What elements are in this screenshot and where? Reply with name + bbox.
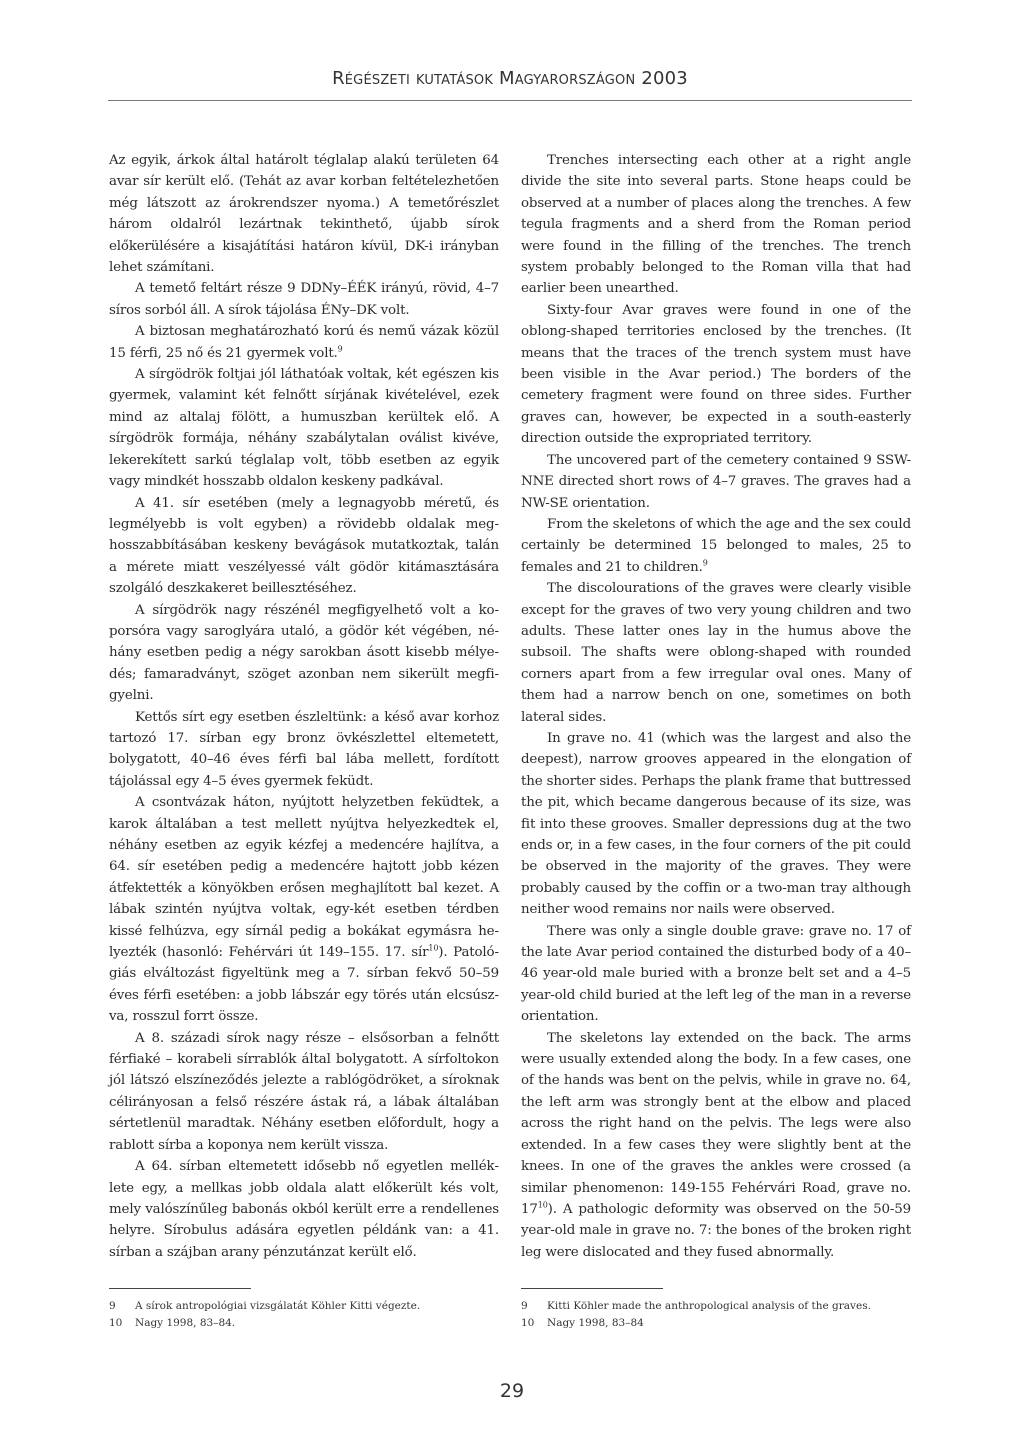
paragraph	[521, 514, 911, 578]
paragraph	[109, 792, 499, 1027]
footnote-ref[interactable]: 9	[337, 344, 343, 354]
footnote	[521, 1315, 911, 1332]
paragraph-text: ). Patológiás elváltozást figyeltünk meg a 7. sírban fekvő 50–59 éves férfi esetében: a jobb lábszár egy törés után elcsúszva, rosszul forrt össze.	[109, 945, 499, 1025]
paragraph: A temető feltárt része 9 DDNy–ÉÉK irányú, rövid, 4–7 síros sorból áll. A sírok tájolása ÉNy–DK volt.	[109, 281, 499, 318]
paragraph-text: A biztosan meghatározható korú és nemű vázak közül 15 férfi, 25 nő és 21 gyermek volt.	[109, 324, 499, 361]
footnote	[109, 1298, 499, 1315]
paragraph	[109, 321, 499, 364]
footnote-ref[interactable]: 9	[702, 558, 708, 568]
footnote-rule	[109, 1288, 251, 1289]
footnotes-english	[521, 1298, 911, 1332]
paragraph: The uncovered part of the cemetery contained 9 SSW-NNE directed short rows of 4–7 graves. The graves had a NW-SE orientation.	[521, 452, 911, 511]
footnote-number: 9	[109, 1300, 116, 1312]
paragraph: Az egyik, árkok által határolt téglalap alakú területen 64 avar sír került elő. (Tehát az avar korban feltételezhetően még látszott az árokrendszer nyoma.) A temetőrészlet három oldalról lezártnak tekinthető, újabb sírok előkerülésére a kisajátítási határon kívül, DK-i irányban lehet számítani.	[109, 153, 499, 276]
footnote-text: Nagy 1998, 83–84	[547, 1317, 644, 1329]
footnote-ref[interactable]: 10	[428, 943, 439, 953]
paragraph: A 41. sír esetében (mely a legnagyobb méretű, és legmélyebb is volt egyben) a rövidebb oldalak meghosszabbításában keskeny bevágások mutatkoztak, talán a mérete miatt veszélyessé vált gödör kitámasztására szolgáló deszkakeret beillesztéséhez.	[109, 495, 499, 597]
paragraph-text: ). A pathologic deformity was observed on the 50-59 year-old male in grave no. 7: the bones of the broken right leg were dislocated and they fused abnormally.	[521, 1201, 911, 1260]
footnote	[109, 1315, 499, 1332]
paragraph: A 64. sírban eltemetett idősebb nő egyetlen melléklete egy, a mellkas jobb oldala alatt előkerült kés volt, mely valószínűleg babonás okból került erre a rendellenes helyre. Sírobulus adására egyetlen példánk van: a 41. sírban a szájban arany pénzutánzat került elő.	[109, 1159, 499, 1260]
footnote-ref[interactable]: 10	[537, 1200, 548, 1210]
footnotes-hungarian	[109, 1298, 499, 1332]
paragraph: A sírgödrök foltjai jól láthatóak voltak, két egészen kis gyermek, valamint két felnőtt sírjának kivételével, ezek mind az altalaj fölött, a humuszban kerültek elő. A sírgödrök formája, néhány szabálytalan oválist kivéve, lekerekített sarkú téglalap volt, több esetben az egyik vagy mindkét hosszabb oldalon keskeny padkával.	[109, 367, 499, 490]
paragraph	[521, 1028, 911, 1263]
paragraph: Kettős sírt egy esetben észleltünk: a késő avar korhoz tartozó 17. sírban egy bronz övkészlettel eltemetett, bolygatott, 40–46 éves férfi bal lába mellett, fordított tájolással egy 4–5 éves gyermek feküdt.	[109, 709, 499, 789]
paragraph: A 8. századi sírok nagy része – elsősorban a felnőtt férfiaké – korabeli sírrablók által bolygatott. A sírfoltokon jól látszó elszíneződés jelezte a rablógödröket, a síroknak célirányosan a felső részére ástak rá, a lábak általában sértetlenül maradtak. Néhány esetben előfordult, hogy a rablott sírba a koponya nem került vissza.	[109, 1030, 499, 1153]
footnote-rule	[521, 1288, 663, 1289]
footnote-number: 10	[521, 1317, 535, 1329]
footnote-text: A sírok antropológiai vizsgálatát Köhler Kitti végezte.	[135, 1300, 421, 1312]
paragraph-text: From the skeletons of which the age and the sex could certainly be determined 15 belonged to males, 25 to females and 21 to children.	[521, 516, 911, 575]
paragraph: Trenches intersecting each other at a right angle divide the site into several parts. Stone heaps could be observed at a number of places along the trenches. A few tegula fragments and a sherd from the Roman period were found in the filling of the trenches. The trench system probably belonged to the Roman villa that had earlier been unearthed.	[521, 153, 911, 297]
footnote-text: Nagy 1998, 83–84.	[135, 1317, 236, 1329]
page-number: 29	[499, 1380, 525, 1402]
paragraph: Sixty-four Avar graves were found in one of the oblong-shaped territories enclosed by the trenches. (It means that the traces of the trench system must have been visible in the Avar period.) The borders of the cemetery fragment were found on three sides. Further graves can, however, be expected in a south-easterly direction outside the expropriated territory.	[521, 302, 911, 447]
footnote-number: 9	[521, 1300, 528, 1312]
english-column	[521, 150, 911, 1263]
paragraph: In grave no. 41 (which was the largest and also the deepest), narrow grooves appeared in the elongation of the shorter sides. Perhaps the plank frame that buttressed the pit, which became dangerous because of its size, was fit into these grooves. Smaller depressions dug at the two ends or, in a few cases, in the four corners of the pit could be observed in the majority of the graves. They were probably caused by the coffin or a two-man tray although neither wood remains nor nails were observed.	[521, 730, 911, 918]
paragraph: The discolourations of the graves were clearly visible except for the graves of two very young children and two adults. These latter ones lay in the humus above the subsoil. The shafts were oblong-shaped with rounded corners apart from a few irregular oval ones. Many of them had a narrow bench on one, sometimes on both lateral sides.	[521, 581, 911, 725]
paragraph-text: A csontvázak háton, nyújtott helyzetben feküdtek, a karok általában a test mellett nyújtva helyezkedtek el, néhány esetben az egyik kézfej a medencére hajlítva, a 64. sír esetében pedig a medencére hajtott jobb kézen átfektették a könyökben erősen meghajlított bal kezet. A lábak szintén nyújtva voltak, egy-két esetben térdben kissé felhúzva, egy sírnál pedig a bokákat egymásra helyezték (hasonló: Fehérvári út 149–155. 17. sír	[109, 795, 499, 961]
running-title: Régészeti kutatások Magyarországon 2003	[332, 68, 688, 89]
footnote	[521, 1298, 911, 1315]
footnote-text: Kitti Köhler made the anthropological analysis of the graves.	[547, 1300, 871, 1312]
footnote-number: 10	[109, 1317, 123, 1329]
paragraph-text: The skeletons lay extended on the back. The arms were usually extended along the body. In a few cases, one of the hands was bent on the pelvis, while in grave no. 64, the left arm was strongly bent at the elbow and placed across the right hand on the pelvis. The legs were also extended. In a few cases they were slightly bent at the knees. In one of the graves the ankles were crossed (a similar phenomenon: 149-155 Fehérvári Road, grave no. 17	[521, 1030, 911, 1217]
header-rule	[108, 100, 912, 101]
paragraph: A sírgödrök nagy részénél megfigyelhető volt a koporsóra vagy saroglyára utaló, a gödör két végében, néhány esetben pedig a négy sarokban ásott kisebb mélyedés; famaradványt, szöget azonban nem sikerült megfigyelni.	[109, 602, 499, 704]
hungarian-column	[109, 150, 499, 1263]
paragraph: There was only a single double grave: grave no. 17 of the late Avar period contained the disturbed body of a 40–46 year-old male buried with a bronze belt set and a 4–5 year-old child buried at the left leg of the man in a reverse orientation.	[521, 923, 911, 1025]
